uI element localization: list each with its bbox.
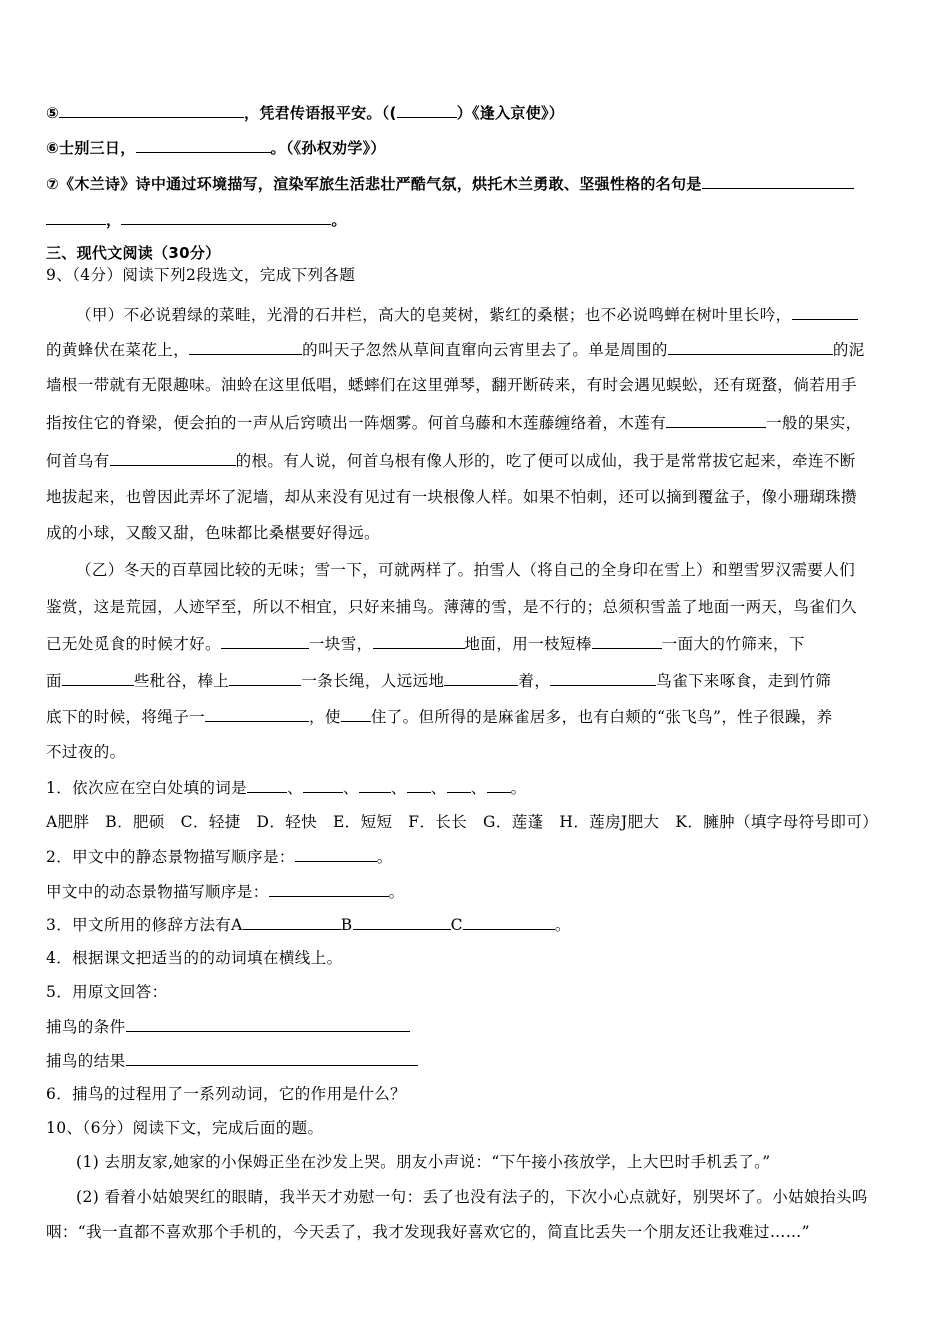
passage-text: 一般的果实， [766,414,862,432]
sub-question-5a [46,1016,906,1037]
passage-text: 一面大的竹筛来，下 [661,635,805,653]
answer-blank[interactable] [668,339,833,355]
answer-blank[interactable] [666,412,766,428]
answer-blank[interactable] [592,633,662,649]
question-6-text: 士别三日， [59,139,136,157]
question-5-text: ，凭君传语报平安。（( [244,104,397,122]
sub-question-6: 6．捕鸟的过程用了一系列动词，它的作用是什么？ [46,1085,407,1103]
passage-jia-line-5 [46,450,906,471]
passage-jia-line-4 [46,412,906,433]
question-9-intro: 9、（4分）阅读下列2段选文，完成下列各题 [46,266,356,284]
question-7-number: ⑦ [46,175,60,193]
passage-text: 些秕谷，棒上 [133,672,230,690]
question-10-intro: 10、（6分）阅读下文，完成后面的题。 [46,1119,324,1137]
answer-blank[interactable] [121,209,331,225]
answer-blank[interactable] [550,670,656,686]
answer-blank[interactable] [46,209,106,225]
answer-blank[interactable] [189,339,302,355]
passage-text: 面 [46,672,62,690]
passage-text: 住了。但所得的是麻雀居多，也有白颊的“张飞鸟”，性子很躁，养 [370,708,833,726]
passage-yi-line-6: 不过夜的。 [46,743,126,761]
passage-yi-line-1: （乙）冬天的百草园比较的无味；雪一下，可就两样了。拍雪人（将自己的全身印在雪上）和塑雪罗汉需要人们 [76,561,856,579]
section-3-heading: 三、现代文阅读（30分） [46,244,221,262]
passage-text: 的叫天子忽然从草间直窜向云宵里去了。单是周围的 [302,341,668,359]
question-7-text: 《木兰诗》诗中通过环境描写，渲染军旅生活悲壮严酷气氛，烘托木兰勇敢、坚强性格的名句是 [59,175,702,193]
passage-text: 指按住它的脊梁，便会拍的一声从后窍喷出一阵烟雾。何首乌藤和木莲藤缠络着，木莲有 [46,414,667,432]
separator: 。 [510,779,527,797]
answer-blank[interactable] [295,846,377,862]
answer-blank[interactable] [447,777,471,793]
passage-jia-line-6: 地拔起来，也曾因此弄坏了泥墙，却从来没有见过有一块根像人样。如果不怕刺，还可以摘到覆盆子，像小珊瑚珠攒 [46,488,857,506]
option-label: C [450,916,463,934]
answer-blank[interactable] [126,1016,410,1032]
passage-text: 着， [518,672,551,690]
question-6-line [46,137,906,158]
separator: 、 [342,779,359,797]
question-text: 捕鸟的条件 [46,1018,126,1036]
question-text: 1．依次应在空白处填的词是 [46,779,248,797]
passage-text: （甲）不必说碧绿的菜畦，光滑的石井栏，高大的皂荚树，紫红的桑椹；也不必说鸣蝉在树叶里长吟， [76,306,792,324]
answer-blank[interactable] [247,777,287,793]
passage-text: 一块雪， [308,635,373,653]
answer-blank[interactable] [59,102,244,118]
answer-blank[interactable] [126,1050,418,1066]
question-10-paragraph-2-cont: 咽：“我一直都不喜欢那个手机的，今天丢了，我才发现我好喜欢它的，简直比丢失一个朋友还让我难过……” [46,1223,810,1241]
answer-blank[interactable] [359,777,391,793]
separator: 、 [390,779,407,797]
passage-yi-line-4 [46,670,906,691]
answer-blank[interactable] [463,914,555,930]
question-7-line [46,173,906,194]
passage-text: 地面，用一枝短棒 [464,635,592,653]
separator: 、 [287,779,303,797]
passage-yi-line-3 [46,633,906,654]
passage-text: 的根。有人说，何首乌根有像人形的，吃了便可以成仙，我于是常常拔它起来，牵连不断 [235,452,856,470]
question-10-paragraph-2: (2) 看着小姑娘哭红的眼睛，我半天才劝慰一句：丢了也没有法子的，下次小心点就好，别哭坏了。小姑娘抬头呜 [76,1188,868,1206]
question-text: 捕鸟的结果 [46,1052,126,1070]
passage-yi-line-2: 鉴赏，这是荒园，人迹罕至，所以不相宜，只好来捕鸟。薄薄的雪，是不行的；总须积雪盖了地面一两天，鸟雀们久 [46,598,857,616]
answer-blank[interactable] [373,633,465,649]
question-5-number: ⑤ [46,104,60,122]
sub-question-4: 4．根据课文把适当的的动词填在横线上。 [46,949,343,967]
question-10-paragraph-1: (1) 去朋友家,她家的小保姆正坐在沙发上哭。朋友小声说：“下午接小孩放学，上大巴时手机丢了。” [76,1153,771,1171]
passage-jia-line-7: 成的小球，又酸又甜，色味都比桑椹要好得远。 [46,524,380,542]
separator: 、 [430,779,447,797]
passage-text: ，使 [309,708,341,726]
answer-blank[interactable] [397,102,457,118]
answer-blank[interactable] [341,706,371,722]
answer-blank[interactable] [110,450,236,466]
answer-blank[interactable] [205,706,309,722]
passage-jia-line-1 [76,304,906,325]
answer-blank[interactable] [792,304,858,320]
sub-question-5: 5．用原文回答： [46,983,168,1001]
answer-blank[interactable] [136,137,271,153]
answer-blank[interactable] [407,777,431,793]
answer-blank[interactable] [487,777,511,793]
sub-question-3: 3．甲文所用的修辞方法有A B C 。 [46,916,571,934]
answer-blank[interactable] [303,777,343,793]
passage-text: 的泥 [832,341,865,359]
answer-blank[interactable] [243,914,341,930]
sub-question-5b [46,1050,906,1071]
passage-yi-line-5 [46,706,906,727]
sub-question-1-options: A肥胖 B．肥硕 C．轻捷 D．轻快 E．短短 F．长长 G．莲蓬 H．莲房J肥大 K．臃肿（填字母符号即可） [46,813,879,831]
question-7-line-2 [46,209,906,230]
passage-text: 墙根一带就有无限趣味。油蛉在这里低唱，蟋蟀们在这里弹琴，翻开断砖来，有时会遇见蜈蚣，还有斑蝥，倘若用手 [46,376,857,394]
question-text: 3．甲文所用的修辞方法有A [46,916,243,934]
separator: 、 [470,779,487,797]
question-text: 甲文中的动态景物描写顺序是： [46,883,269,901]
answer-blank[interactable] [269,881,389,897]
question-6-number: ⑥ [46,139,60,157]
passage-text: 已无处觅食的时候才好。 [46,635,221,653]
answer-blank[interactable] [444,670,518,686]
passage-jia-line-2 [46,339,906,360]
passage-text: 的黄蜂伏在菜花上， [46,341,190,359]
sub-question-2b: 甲文中的动态景物描写顺序是： 。 [46,883,405,901]
answer-blank[interactable] [229,670,301,686]
question-5-source: ）《逢入京使》） [456,104,565,122]
passage-text: 一条长绳，人远远地 [301,672,445,690]
question-text: 2．甲文中的静态景物描写顺序是： [46,848,295,866]
answer-blank[interactable] [702,173,854,189]
option-label: B [340,916,353,934]
passage-text: 底下的时候，将绳子一 [46,708,206,726]
passage-jia-line-3 [46,375,906,395]
passage-text: 鸟雀下来啄食，走到竹筛 [656,672,832,690]
question-7-end: 。 [331,211,347,229]
sub-question-2a: 2．甲文中的静态景物描写顺序是： 。 [46,848,393,866]
answer-blank[interactable] [62,670,134,686]
question-5-line [46,102,906,123]
answer-blank[interactable] [221,633,309,649]
question-6-source: 。（《孙权劝学》） [270,139,386,157]
answer-blank[interactable] [353,914,451,930]
sub-question-1 [46,777,906,798]
passage-text: 何首乌有 [46,452,110,470]
question-7-separator: ， [106,211,122,229]
